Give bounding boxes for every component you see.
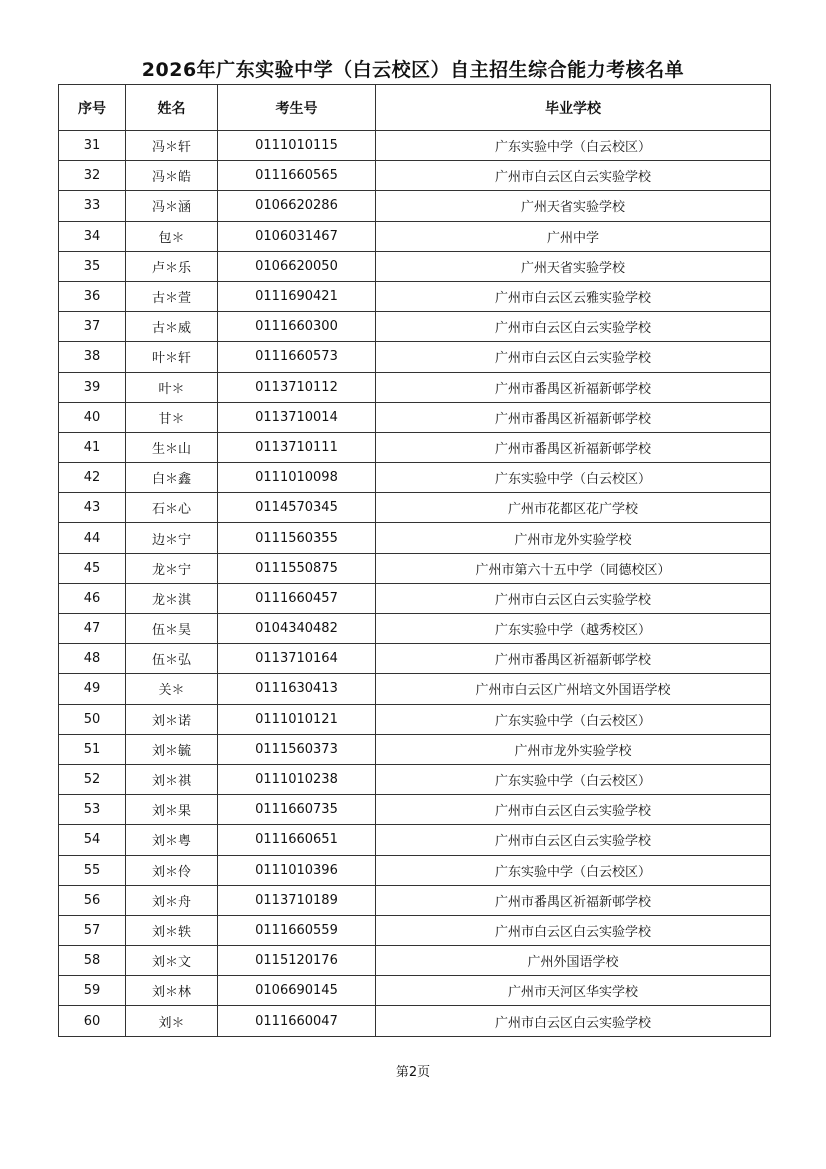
cell-name: 伍＊弘 [126,644,218,674]
table-row [59,251,771,281]
cell-name: 白＊鑫 [126,463,218,493]
cell-school: 广州市白云区白云实验学校 [376,161,771,191]
table-row [59,855,771,885]
cell-name: 卢＊乐 [126,251,218,281]
cell-school: 广东实验中学（越秀校区） [376,614,771,644]
cell-seq: 42 [59,463,126,493]
cell-name: 叶＊轩 [126,342,218,372]
cell-name: 龙＊淇 [126,583,218,613]
cell-seq: 50 [59,704,126,734]
cell-school: 广州市白云区白云实验学校 [376,795,771,825]
cell-seq: 55 [59,855,126,885]
cell-seq: 41 [59,432,126,462]
cell-school: 广东实验中学（白云校区） [376,463,771,493]
table-row [59,312,771,342]
cell-exam-id: 0106620050 [218,251,376,281]
header-name: 姓名 [126,85,218,131]
cell-school: 广州市番禺区祈福新邨学校 [376,885,771,915]
cell-seq: 47 [59,614,126,644]
cell-seq: 44 [59,523,126,553]
cell-exam-id: 0106690145 [218,976,376,1006]
cell-exam-id: 0111660735 [218,795,376,825]
cell-school: 广州市白云区白云实验学校 [376,312,771,342]
cell-exam-id: 0111010238 [218,764,376,794]
table-row [59,432,771,462]
cell-exam-id: 0113710111 [218,432,376,462]
cell-name: 冯＊皓 [126,161,218,191]
cell-exam-id: 0113710014 [218,402,376,432]
cell-exam-id: 0114570345 [218,493,376,523]
cell-exam-id: 0111660047 [218,1006,376,1036]
table-row [59,342,771,372]
cell-school: 广州市白云区广州培文外国语学校 [376,674,771,704]
table-row [59,674,771,704]
page-title: 2026年广东实验中学（白云校区）自主招生综合能力考核名单 [141,59,685,81]
cell-seq: 36 [59,281,126,311]
cell-exam-id: 0111660573 [218,342,376,372]
cell-name: 刘＊伶 [126,855,218,885]
cell-seq: 52 [59,764,126,794]
cell-exam-id: 0113710112 [218,372,376,402]
cell-name: 叶＊ [126,372,218,402]
table-row [59,463,771,493]
cell-school: 广州市白云区白云实验学校 [376,342,771,372]
cell-seq: 31 [59,131,126,161]
header-exam-id: 考生号 [218,85,376,131]
table-row [59,946,771,976]
cell-exam-id: 0111660559 [218,915,376,945]
table-body [59,131,771,1037]
cell-name: 刘＊轶 [126,915,218,945]
table-row [59,131,771,161]
table-row [59,704,771,734]
cell-name: 刘＊ [126,1006,218,1036]
cell-exam-id: 0111660565 [218,161,376,191]
cell-exam-id: 0111660651 [218,825,376,855]
cell-exam-id: 0106031467 [218,221,376,251]
cell-exam-id: 0111560373 [218,734,376,764]
table-row [59,795,771,825]
cell-exam-id: 0111010098 [218,463,376,493]
cell-seq: 58 [59,946,126,976]
cell-seq: 57 [59,915,126,945]
table-row [59,644,771,674]
table-row [59,493,771,523]
cell-exam-id: 0115120176 [218,946,376,976]
cell-exam-id: 0111630413 [218,674,376,704]
cell-seq: 60 [59,1006,126,1036]
cell-seq: 38 [59,342,126,372]
cell-seq: 37 [59,312,126,342]
table-row [59,161,771,191]
cell-school: 广州市花都区花广学校 [376,493,771,523]
cell-seq: 53 [59,795,126,825]
table-row [59,402,771,432]
cell-name: 刘＊文 [126,946,218,976]
header-seq: 序号 [59,85,126,131]
cell-name: 刘＊毓 [126,734,218,764]
table-row [59,372,771,402]
cell-school: 广州中学 [376,221,771,251]
cell-school: 广州外国语学校 [376,946,771,976]
cell-name: 生＊山 [126,432,218,462]
cell-school: 广州市天河区华实学校 [376,976,771,1006]
cell-school: 广州市番禺区祈福新邨学校 [376,402,771,432]
cell-seq: 46 [59,583,126,613]
table-header-row [59,85,771,131]
candidate-table [58,84,771,1037]
cell-school: 广州天省实验学校 [376,191,771,221]
table-row [59,764,771,794]
cell-seq: 59 [59,976,126,1006]
cell-exam-id: 0111010115 [218,131,376,161]
cell-school: 广州市第六十五中学（同德校区） [376,553,771,583]
header-school: 毕业学校 [376,85,771,131]
cell-school: 广州市白云区白云实验学校 [376,915,771,945]
page-number: 第2页 [395,1065,431,1080]
table-row [59,281,771,311]
table-row [59,191,771,221]
cell-name: 刘＊舟 [126,885,218,915]
cell-school: 广州市龙外实验学校 [376,734,771,764]
cell-exam-id: 0111660300 [218,312,376,342]
cell-exam-id: 0111550875 [218,553,376,583]
cell-seq: 45 [59,553,126,583]
cell-exam-id: 0111690421 [218,281,376,311]
cell-seq: 33 [59,191,126,221]
cell-name: 刘＊诺 [126,704,218,734]
cell-exam-id: 0106620286 [218,191,376,221]
table-row [59,1006,771,1036]
cell-name: 边＊宁 [126,523,218,553]
cell-name: 甘＊ [126,402,218,432]
cell-name: 古＊萱 [126,281,218,311]
cell-name: 刘＊祺 [126,764,218,794]
table-row [59,885,771,915]
cell-name: 关＊ [126,674,218,704]
cell-school: 广州市番禺区祈福新邨学校 [376,372,771,402]
cell-school: 广州市白云区白云实验学校 [376,583,771,613]
cell-seq: 54 [59,825,126,855]
cell-name: 刘＊果 [126,795,218,825]
cell-seq: 43 [59,493,126,523]
cell-name: 刘＊林 [126,976,218,1006]
table-row [59,915,771,945]
cell-exam-id: 0113710189 [218,885,376,915]
cell-name: 包＊ [126,221,218,251]
table-row [59,583,771,613]
cell-school: 广州天省实验学校 [376,251,771,281]
cell-name: 龙＊宁 [126,553,218,583]
cell-school: 广东实验中学（白云校区） [376,704,771,734]
cell-name: 石＊心 [126,493,218,523]
table-row [59,221,771,251]
cell-seq: 51 [59,734,126,764]
table-row [59,614,771,644]
cell-seq: 32 [59,161,126,191]
cell-exam-id: 0111010121 [218,704,376,734]
cell-exam-id: 0111010396 [218,855,376,885]
cell-seq: 49 [59,674,126,704]
cell-exam-id: 0111560355 [218,523,376,553]
cell-school: 广州市番禺区祈福新邨学校 [376,432,771,462]
cell-name: 刘＊粤 [126,825,218,855]
cell-seq: 34 [59,221,126,251]
cell-exam-id: 0111660457 [218,583,376,613]
table-row [59,523,771,553]
cell-school: 广州市龙外实验学校 [376,523,771,553]
cell-seq: 39 [59,372,126,402]
cell-seq: 35 [59,251,126,281]
cell-name: 冯＊涵 [126,191,218,221]
cell-name: 冯＊轩 [126,131,218,161]
cell-exam-id: 0104340482 [218,614,376,644]
table-row [59,553,771,583]
cell-exam-id: 0113710164 [218,644,376,674]
cell-name: 古＊威 [126,312,218,342]
cell-school: 广东实验中学（白云校区） [376,131,771,161]
cell-school: 广州市白云区白云实验学校 [376,825,771,855]
cell-name: 伍＊昊 [126,614,218,644]
table-row [59,734,771,764]
cell-school: 广州市白云区云雅实验学校 [376,281,771,311]
cell-school: 广州市番禺区祈福新邨学校 [376,644,771,674]
cell-seq: 40 [59,402,126,432]
cell-school: 广东实验中学（白云校区） [376,764,771,794]
table-row [59,825,771,855]
table-row [59,976,771,1006]
cell-school: 广东实验中学（白云校区） [376,855,771,885]
cell-seq: 48 [59,644,126,674]
cell-seq: 56 [59,885,126,915]
cell-school: 广州市白云区白云实验学校 [376,1006,771,1036]
